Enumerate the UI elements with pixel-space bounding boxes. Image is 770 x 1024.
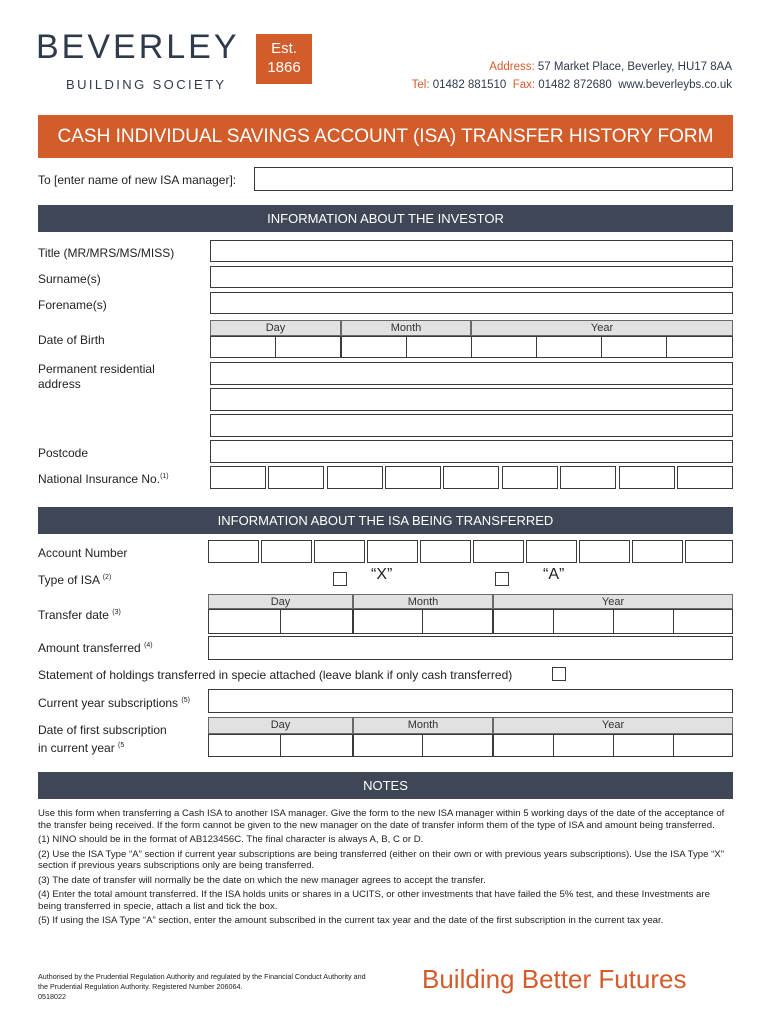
account-digit-8[interactable]	[579, 540, 630, 563]
title-label: Title (MR/MRS/MS/MISS)	[38, 246, 175, 260]
first-sub-label-line2: in current year	[38, 741, 115, 755]
amount-input[interactable]	[208, 636, 733, 660]
note-item: (4) Enter the total amount transferred. If the ISA holds units or shares in a UCITS, or other investments that have failed the 5% test, and these Investments are being transferred in specie, attach a list and tick the box.	[38, 889, 710, 912]
notes-section-header: NOTES	[38, 772, 733, 799]
ni-char-1[interactable]	[210, 466, 266, 489]
ni-char-9[interactable]	[677, 466, 733, 489]
first-sub-year-digit-3[interactable]	[613, 734, 674, 757]
first-sub-label-line1: Date of first subscription	[38, 723, 167, 737]
isa-type-a-checkbox[interactable]	[495, 572, 509, 586]
ni-char-6[interactable]	[502, 466, 558, 489]
account-digit-3[interactable]	[314, 540, 365, 563]
first-sub-day-digit-1[interactable]	[208, 734, 281, 757]
ni-char-5[interactable]	[443, 466, 499, 489]
isa-type-note-ref: (2)	[102, 574, 112, 581]
isa-type-x-label: “X”	[371, 566, 393, 583]
address-label-line2: address	[38, 377, 81, 391]
address-field-label	[38, 362, 155, 392]
current-subs-note-ref: (5)	[181, 697, 190, 704]
current-subs-label	[38, 696, 190, 710]
account-digit-4[interactable]	[367, 540, 418, 563]
isa-type-x-checkbox[interactable]	[333, 572, 347, 586]
account-digit-1[interactable]	[208, 540, 259, 563]
ni-char-2[interactable]	[268, 466, 324, 489]
dob-year-header: Year	[471, 320, 733, 336]
ni-note-ref: (1)	[160, 473, 169, 480]
address-label: Address:	[489, 61, 535, 73]
account-digit-7[interactable]	[526, 540, 577, 563]
first-sub-month-header: Month	[353, 717, 493, 734]
notes-body	[38, 808, 733, 930]
first-sub-month-digit-2[interactable]	[422, 734, 493, 757]
first-sub-day-header: Day	[208, 717, 353, 734]
ni-char-7[interactable]	[560, 466, 616, 489]
isa-section-header: INFORMATION ABOUT THE ISA BEING TRANSFERRED	[38, 507, 733, 534]
transfer-year-digit-1[interactable]	[493, 609, 554, 634]
dob-year-digit-1[interactable]	[471, 336, 537, 358]
account-digit-10[interactable]	[685, 540, 733, 563]
dob-day-digit-2[interactable]	[275, 336, 341, 358]
transfer-day-digit-2[interactable]	[280, 609, 353, 634]
tel-value: 01482 881510	[432, 79, 507, 91]
transfer-month-digit-1[interactable]	[353, 609, 423, 634]
transfer-date-label-text: Transfer date	[38, 608, 109, 622]
dob-year-digit-3[interactable]	[601, 336, 667, 358]
transfer-year-digit-2[interactable]	[553, 609, 614, 634]
investor-section-header: INFORMATION ABOUT THE INVESTOR	[38, 205, 733, 232]
current-subs-label-text: Current year subscriptions	[38, 696, 179, 710]
postcode-input[interactable]	[210, 440, 733, 463]
statement-checkbox[interactable]	[552, 667, 566, 681]
account-digit-6[interactable]	[473, 540, 524, 563]
address-label-line1: Permanent residential	[38, 362, 155, 376]
note-item: (3) The date of transfer will normally be the date on which the new manager agrees to accept the transfer.	[38, 874, 486, 886]
fax-label: Fax:	[512, 79, 536, 91]
amount-note-ref: (4)	[144, 642, 153, 649]
ni-char-8[interactable]	[619, 466, 675, 489]
account-digit-5[interactable]	[420, 540, 471, 563]
first-sub-label	[38, 723, 167, 756]
isa-type-label-text: Type of ISA	[38, 573, 100, 587]
first-sub-label-line2-wrap	[38, 738, 167, 756]
first-sub-year-digit-2[interactable]	[553, 734, 614, 757]
forename-label: Forename(s)	[38, 298, 107, 312]
forename-input[interactable]	[210, 292, 733, 314]
transfer-month-digit-2[interactable]	[422, 609, 493, 634]
first-sub-month-digit-1[interactable]	[353, 734, 423, 757]
first-sub-day-digit-2[interactable]	[280, 734, 353, 757]
brand-logo-name: BEVERLEY	[36, 28, 240, 66]
est-label: Est.	[271, 40, 297, 57]
account-number-label: Account Number	[38, 546, 128, 560]
note-item: (1) NINO should be in the format of AB123456C. The final character is always A, B, C or D.	[38, 834, 424, 845]
ni-label-text: National Insurance No.	[38, 472, 161, 486]
dob-month-digit-1[interactable]	[341, 336, 407, 358]
ni-char-3[interactable]	[327, 466, 383, 489]
amount-label-text: Amount transferred	[38, 641, 141, 655]
brand-logo-subtitle: BUILDING SOCIETY	[66, 77, 227, 92]
postcode-label: Postcode	[38, 446, 89, 460]
to-manager-label: To [enter name of new ISA manager]:	[38, 173, 237, 187]
transfer-month-header: Month	[353, 594, 493, 609]
footer-legal-text: Authorised by the Prudential Regulation Authority and regulated by the Financial Conduct Authority and the Prudential Regulation Authority. Registered Number 206064.	[38, 972, 366, 991]
dob-year-digit-2[interactable]	[536, 336, 602, 358]
contact-address	[489, 61, 732, 73]
ni-label	[38, 472, 169, 486]
address-value: 57 Market Place, Beverley, HU17 8AA	[537, 61, 732, 73]
dob-label: Date of Birth	[38, 333, 105, 347]
current-subs-input[interactable]	[208, 689, 733, 713]
transfer-date-label	[38, 608, 121, 622]
ni-char-4[interactable]	[385, 466, 441, 489]
transfer-year-header: Year	[493, 594, 733, 609]
transfer-day-digit-1[interactable]	[208, 609, 281, 634]
amount-label	[38, 641, 153, 655]
est-year: 1866	[267, 59, 301, 76]
notes-intro: Use this form when transferring a Cash ISA to another ISA manager. Give the form to the new ISA manager within 5 working days of the date of the acceptance of the transfer being received. If the form cannot be given to the new manager on the date of transfer inform them of the type of ISA and amount being transferred.	[38, 808, 725, 831]
footer-legal	[38, 972, 368, 1002]
dob-month-digit-2[interactable]	[406, 336, 472, 358]
dob-month-header: Month	[341, 320, 471, 336]
transfer-year-digit-3[interactable]	[613, 609, 674, 634]
note-item: (5) If using the ISA Type “A” section, enter the amount subscribed in the current tax year and the date of the first subscription in the current tax year.	[38, 915, 664, 926]
transfer-year-digit-4[interactable]	[673, 609, 733, 634]
dob-year-digit-4[interactable]	[666, 336, 733, 358]
footer-tagline: Building Better Futures	[422, 964, 687, 994]
account-digit-9[interactable]	[632, 540, 683, 563]
first-sub-year-digit-4[interactable]	[673, 734, 733, 757]
address-line-2-input[interactable]	[210, 388, 733, 411]
transfer-date-note-ref: (3)	[112, 609, 121, 616]
tel-label: Tel:	[411, 79, 430, 91]
fax-value: 01482 872680	[538, 79, 612, 91]
footer-form-code: 0518022	[38, 992, 66, 1001]
dob-day-header: Day	[210, 320, 341, 336]
first-sub-year-header: Year	[493, 717, 733, 734]
dob-day-digit-1[interactable]	[210, 336, 276, 358]
form-title: CASH INDIVIDUAL SAVINGS ACCOUNT (ISA) TRANSFER HISTORY FORM	[38, 115, 733, 158]
isa-type-a-label: “A”	[543, 566, 565, 583]
first-sub-note-ref: (5	[118, 742, 125, 749]
note-item: (2) Use the ISA Type “A” section if current year subscriptions are being transferred (either on their own or with previous years subscriptions). Use the ISA Type “X” section if previous years subscriptions only are being transferred.	[38, 848, 724, 871]
account-digit-2[interactable]	[261, 540, 312, 563]
statement-label: Statement of holdings transferred in specie attached (leave blank if only cash transferred)	[38, 668, 513, 682]
surname-input[interactable]	[210, 266, 733, 288]
address-line-1-input[interactable]	[210, 362, 733, 385]
new-manager-input[interactable]	[254, 167, 733, 191]
title-input[interactable]	[210, 240, 733, 262]
address-line-3-input[interactable]	[210, 414, 733, 437]
first-sub-year-digit-1[interactable]	[493, 734, 554, 757]
isa-type-label	[38, 573, 111, 587]
transfer-day-header: Day	[208, 594, 353, 609]
surname-label: Surname(s)	[38, 272, 101, 286]
website-link[interactable]: www.beverleybs.co.uk	[618, 79, 732, 91]
contact-phone	[412, 79, 732, 91]
established-badge	[256, 34, 312, 84]
